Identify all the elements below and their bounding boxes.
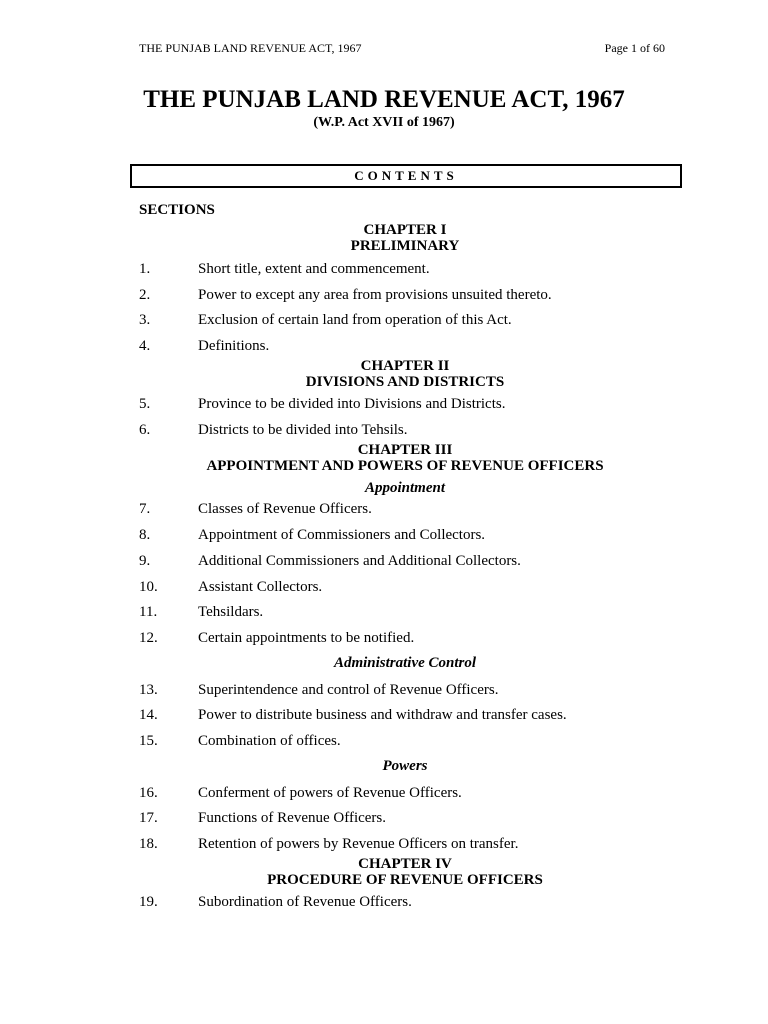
document-subtitle: (W.P. Act XVII of 1967) <box>313 115 455 130</box>
toc-entry[interactable] <box>139 421 669 439</box>
section-number: 10. <box>139 579 158 595</box>
section-number: 12. <box>139 630 158 646</box>
section-title: Functions of Revenue Officers. <box>198 810 387 826</box>
section-title: Tehsildars. <box>198 604 264 620</box>
toc-entry[interactable] <box>139 603 669 621</box>
section-title: Assistant Collectors. <box>198 579 323 595</box>
page-number: Page 1 of 60 <box>604 41 665 55</box>
toc-entry[interactable] <box>139 809 669 827</box>
chapter-heading: CHAPTER III <box>357 442 453 458</box>
toc-entry[interactable] <box>139 784 669 802</box>
toc-entry[interactable] <box>139 260 669 278</box>
toc-entry[interactable] <box>139 893 669 911</box>
section-number: 5. <box>139 396 151 412</box>
chapter-title: PRELIMINARY <box>350 238 460 254</box>
section-title: Subordination of Revenue Officers. <box>198 894 412 910</box>
section-title: Certain appointments to be notified. <box>198 630 415 646</box>
toc-entry[interactable] <box>139 835 669 853</box>
section-title: Superintendence and control of Revenue Officers. <box>198 682 499 698</box>
section-title: Retention of powers by Revenue Officers on transfer. <box>198 836 519 852</box>
section-number: 2. <box>139 287 151 303</box>
toc-entry[interactable] <box>139 500 669 518</box>
section-title: Power to except any area from provisions unsuited thereto. <box>198 287 552 303</box>
section-number: 19. <box>139 894 158 910</box>
section-title: Combination of offices. <box>198 733 341 749</box>
chapter-title: PROCEDURE OF REVENUE OFFICERS <box>267 872 543 888</box>
toc-entry[interactable] <box>139 629 669 647</box>
section-number: 8. <box>139 527 151 543</box>
toc-entry[interactable] <box>139 286 669 304</box>
section-number: 9. <box>139 553 151 569</box>
section-number: 4. <box>139 338 151 354</box>
document-title: THE PUNJAB LAND REVENUE ACT, 1967 <box>143 86 625 113</box>
section-title: Districts to be divided into Tehsils. <box>198 422 408 438</box>
section-number: 14. <box>139 707 158 723</box>
section-title: Province to be divided into Divisions and Districts. <box>198 396 506 412</box>
sections-label: SECTIONS <box>139 202 215 218</box>
section-number: 16. <box>139 785 158 801</box>
section-title: Additional Commissioners and Additional Collectors. <box>198 553 521 569</box>
chapter-title: APPOINTMENT AND POWERS OF REVENUE OFFICERS <box>206 458 604 474</box>
section-number: 6. <box>139 422 151 438</box>
chapter-heading: CHAPTER I <box>363 222 447 238</box>
section-number: 3. <box>139 312 151 328</box>
chapter-title: DIVISIONS AND DISTRICTS <box>305 374 505 390</box>
chapter-heading: CHAPTER IV <box>358 856 452 872</box>
contents-heading: CONTENTS <box>130 164 682 188</box>
toc-entry[interactable] <box>139 526 669 544</box>
subsection-heading: Appointment <box>364 480 446 496</box>
section-title: Short title, extent and commencement. <box>198 261 430 277</box>
toc-entry[interactable] <box>139 395 669 413</box>
toc-entry[interactable] <box>139 681 669 699</box>
section-title: Appointment of Commissioners and Collectors. <box>198 527 486 543</box>
section-number: 7. <box>139 501 151 517</box>
section-title: Classes of Revenue Officers. <box>198 501 372 517</box>
subsection-heading: Administrative Control <box>333 655 477 671</box>
section-number: 17. <box>139 810 158 826</box>
section-title: Definitions. <box>198 338 270 354</box>
section-number: 15. <box>139 733 158 749</box>
running-header <box>139 41 665 56</box>
toc-entry[interactable] <box>139 337 669 355</box>
section-number: 13. <box>139 682 158 698</box>
section-title: Conferment of powers of Revenue Officers. <box>198 785 462 801</box>
toc-entry[interactable] <box>139 552 669 570</box>
section-title: Exclusion of certain land from operation of this Act. <box>198 312 512 328</box>
toc-entry[interactable] <box>139 732 669 750</box>
section-number: 18. <box>139 836 158 852</box>
subsection-heading: Powers <box>382 758 428 774</box>
toc-entry[interactable] <box>139 706 669 724</box>
section-title: Power to distribute business and withdraw and transfer cases. <box>198 707 567 723</box>
section-number: 1. <box>139 261 151 277</box>
running-header-title: THE PUNJAB LAND REVENUE ACT, 1967 <box>139 41 362 55</box>
toc-entry[interactable] <box>139 578 669 596</box>
chapter-heading: CHAPTER II <box>360 358 450 374</box>
toc-entry[interactable] <box>139 311 669 329</box>
section-number: 11. <box>139 604 158 620</box>
